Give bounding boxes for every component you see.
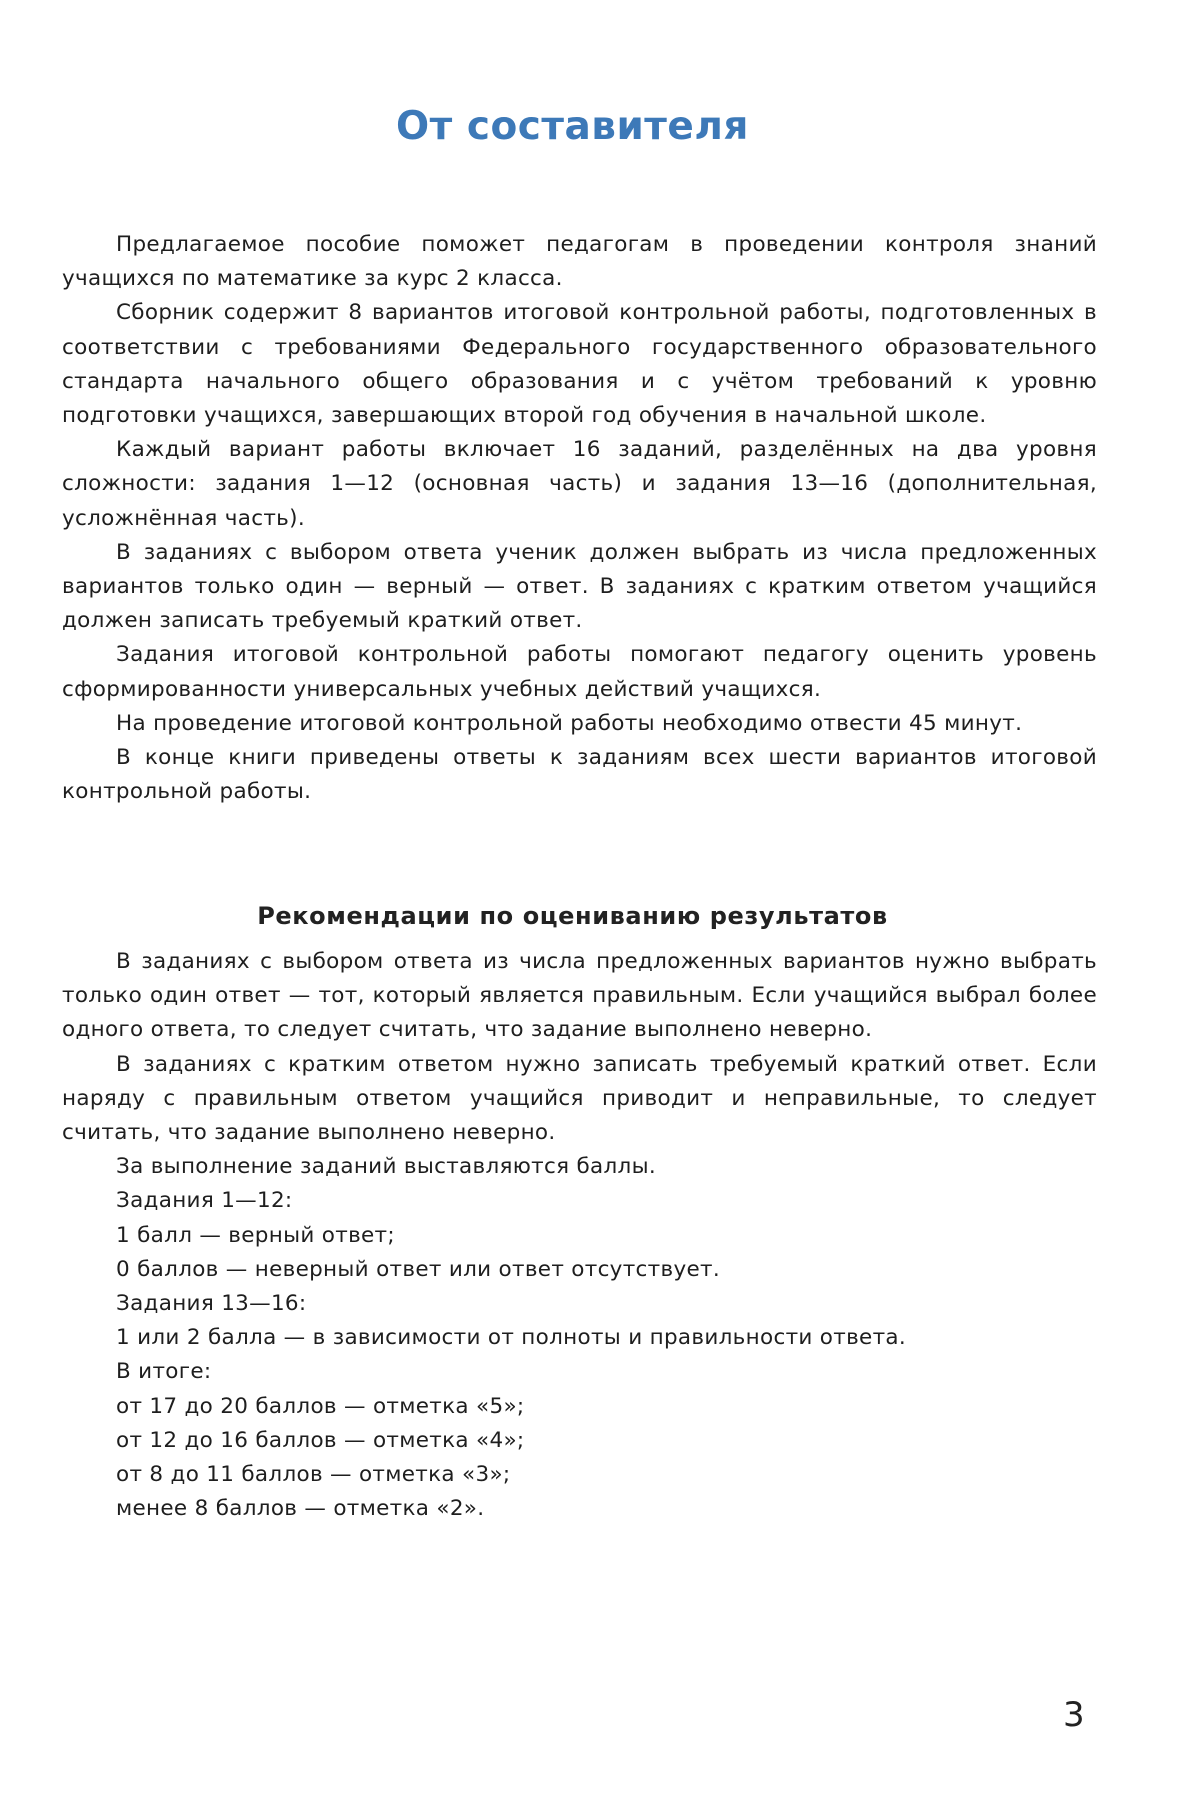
recommendations-section [62, 945, 1097, 1526]
intro-paragraph: На проведение итоговой контрольной работы необходимо отвести 45 минут. [62, 707, 1097, 741]
recommendation-paragraph: В заданиях с кратким ответом нужно записать требуемый краткий ответ. Если наряду с правильным ответом учащийся приводит и непра­вильные, то следует считать, что задание выполнено неверно. [62, 1048, 1097, 1151]
scoring-line: 0 баллов — неверный ответ или ответ отсутствует. [62, 1253, 1097, 1287]
recommendations-heading: Рекомендации по оцениванию результатов [0, 902, 1145, 930]
scoring-line: В итоге: [62, 1355, 1097, 1389]
grade-line: от 12 до 16 баллов — отметка «4»; [62, 1424, 1097, 1458]
scoring-line: Задания 13—16: [62, 1287, 1097, 1321]
page-number: 3 [1063, 1695, 1085, 1735]
recommendation-paragraph: В заданиях с выбором ответа из числа предложенных вариантов нуж­но выбрать только один ответ — тот, который является правильным. Если учащийся выбрал более одного ответа, то следует считать, что задание выполнено неверно. [62, 945, 1097, 1048]
scoring-line: Задания 1—12: [62, 1184, 1097, 1218]
document-page [0, 0, 1200, 1795]
intro-paragraph: Сборник содержит 8 вариантов итоговой контрольной работы, подго­товленных в соответствии с требованиями Федерального государственного образовательного стандарта начального общего образования и с учётом требований к уровню подготовки учащихся, завершающих второй год обучения в начальной школе. [62, 296, 1097, 433]
scoring-line: За выполнение заданий выставляются баллы. [62, 1150, 1097, 1184]
intro-paragraph: Предлагаемое пособие поможет педагогам в проведении контроля знаний учащихся по математике за курс 2 класса. [62, 228, 1097, 296]
intro-paragraph: Задания итоговой контрольной работы помогают педагогу оценить уровень сформированности универсальных учебных действий учащихся. [62, 638, 1097, 706]
intro-paragraph: В конце книги приведены ответы к заданиям всех шести вариантов итоговой контрольной работы. [62, 741, 1097, 809]
grade-line: от 17 до 20 баллов — отметка «5»; [62, 1390, 1097, 1424]
scoring-line: 1 балл — верный ответ; [62, 1219, 1097, 1253]
intro-paragraph: В заданиях с выбором ответа ученик должен выбрать из числа пред­ложенных вариантов только один — верный — ответ. В заданиях с крат­ким ответом учащийся должен записать требуемый краткий ответ. [62, 536, 1097, 639]
intro-section [62, 228, 1097, 809]
grade-line: менее 8 баллов — отметка «2». [62, 1492, 1097, 1526]
scoring-line: 1 или 2 балла — в зависимости от полноты и правильности ответа. [62, 1321, 1097, 1355]
intro-paragraph: Каждый вариант работы включает 16 заданий, разделённых на два уровня сложности: задания 1—12 (основная часть) и задания 13—16 (до­полнительная, усложнённая часть). [62, 433, 1097, 536]
page-title: От составителя [0, 104, 1145, 149]
grade-line: от 8 до 11 баллов — отметка «3»; [62, 1458, 1097, 1492]
